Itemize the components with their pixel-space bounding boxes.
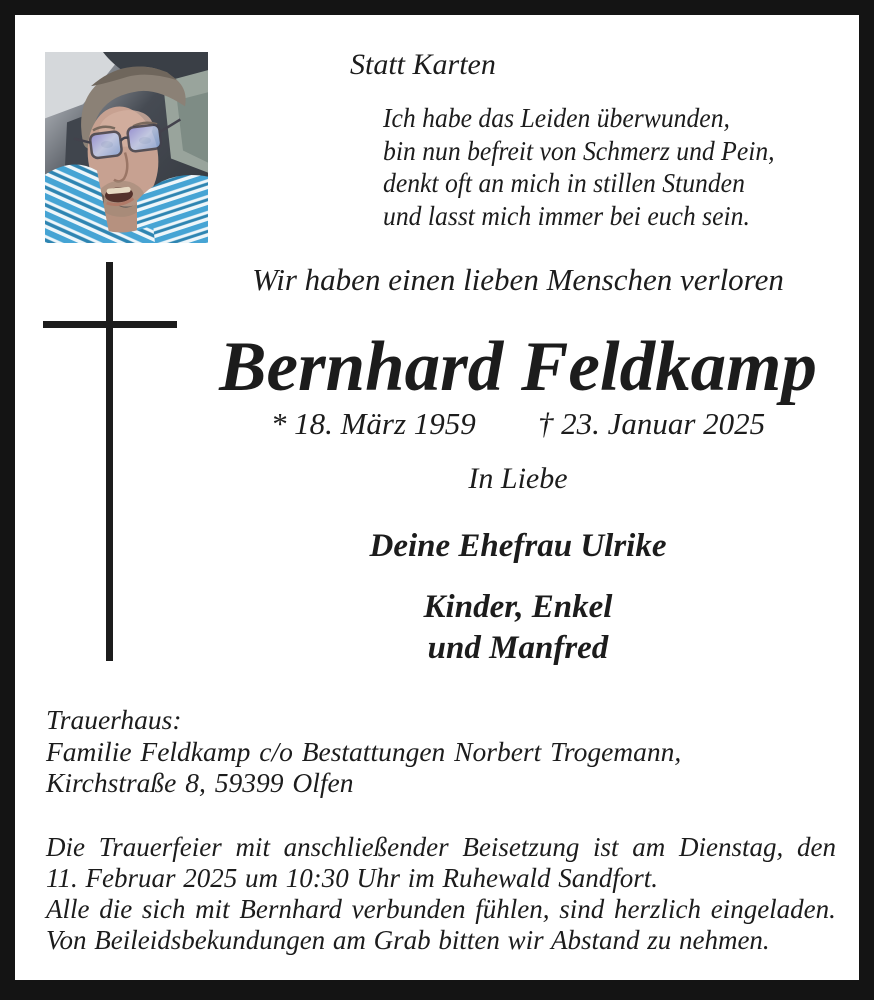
poem-line: und lasst mich immer bei euch sein.: [383, 200, 750, 231]
death-date: † 23. Januar 2025: [537, 406, 766, 441]
poem-line: denkt oft an mich in stillen Stunden: [383, 168, 745, 198]
mourner-line: und Manfred: [427, 630, 609, 666]
life-dates: [190, 406, 846, 442]
trauerhaus-address-line: Kirchstraße 8, 59399 Olfen: [46, 767, 354, 798]
closing-line: Von Beileidsbekundungen am Grab bitten wir Abstand zu nehmen.: [46, 925, 770, 955]
poem-line: bin nun befreit von Schmerz und Pein,: [383, 135, 775, 166]
memorial-poem: [383, 102, 775, 232]
cross-icon-bar: [43, 321, 177, 328]
statt-karten-heading: Statt Karten: [350, 48, 496, 81]
funeral-line: Die Trauerfeier mit anschließender Beisetzung ist am Dienstag, den: [46, 832, 836, 862]
mourner-line: Deine Ehefrau Ulrike: [369, 528, 667, 564]
in-liebe-line: In Liebe: [468, 462, 568, 495]
closing-line: Alle die sich mit Bernhard verbunden fühlen, sind herzlich eingeladen.: [46, 894, 836, 924]
trauerhaus-label: Trauerhaus:: [46, 704, 182, 735]
trauerhaus-block: [46, 704, 681, 799]
funeral-info-block: [46, 832, 836, 956]
intro-line: Wir haben einen lieben Menschen verloren: [252, 262, 784, 297]
deceased-name: Bernhard Feldkamp: [219, 328, 817, 406]
funeral-line: 11. Februar 2025 um 10:30 Uhr im Ruhewald Sandfort.: [46, 863, 658, 893]
mourner-line: Kinder, Enkel: [423, 589, 613, 625]
poem-line: Ich habe das Leiden überwunden,: [383, 103, 730, 133]
birth-date: * 18. März 1959: [270, 406, 476, 441]
trauerhaus-address-line: Familie Feldkamp c/o Bestattungen Norbert Trogemann,: [46, 735, 682, 767]
portrait-photo: [45, 52, 208, 243]
